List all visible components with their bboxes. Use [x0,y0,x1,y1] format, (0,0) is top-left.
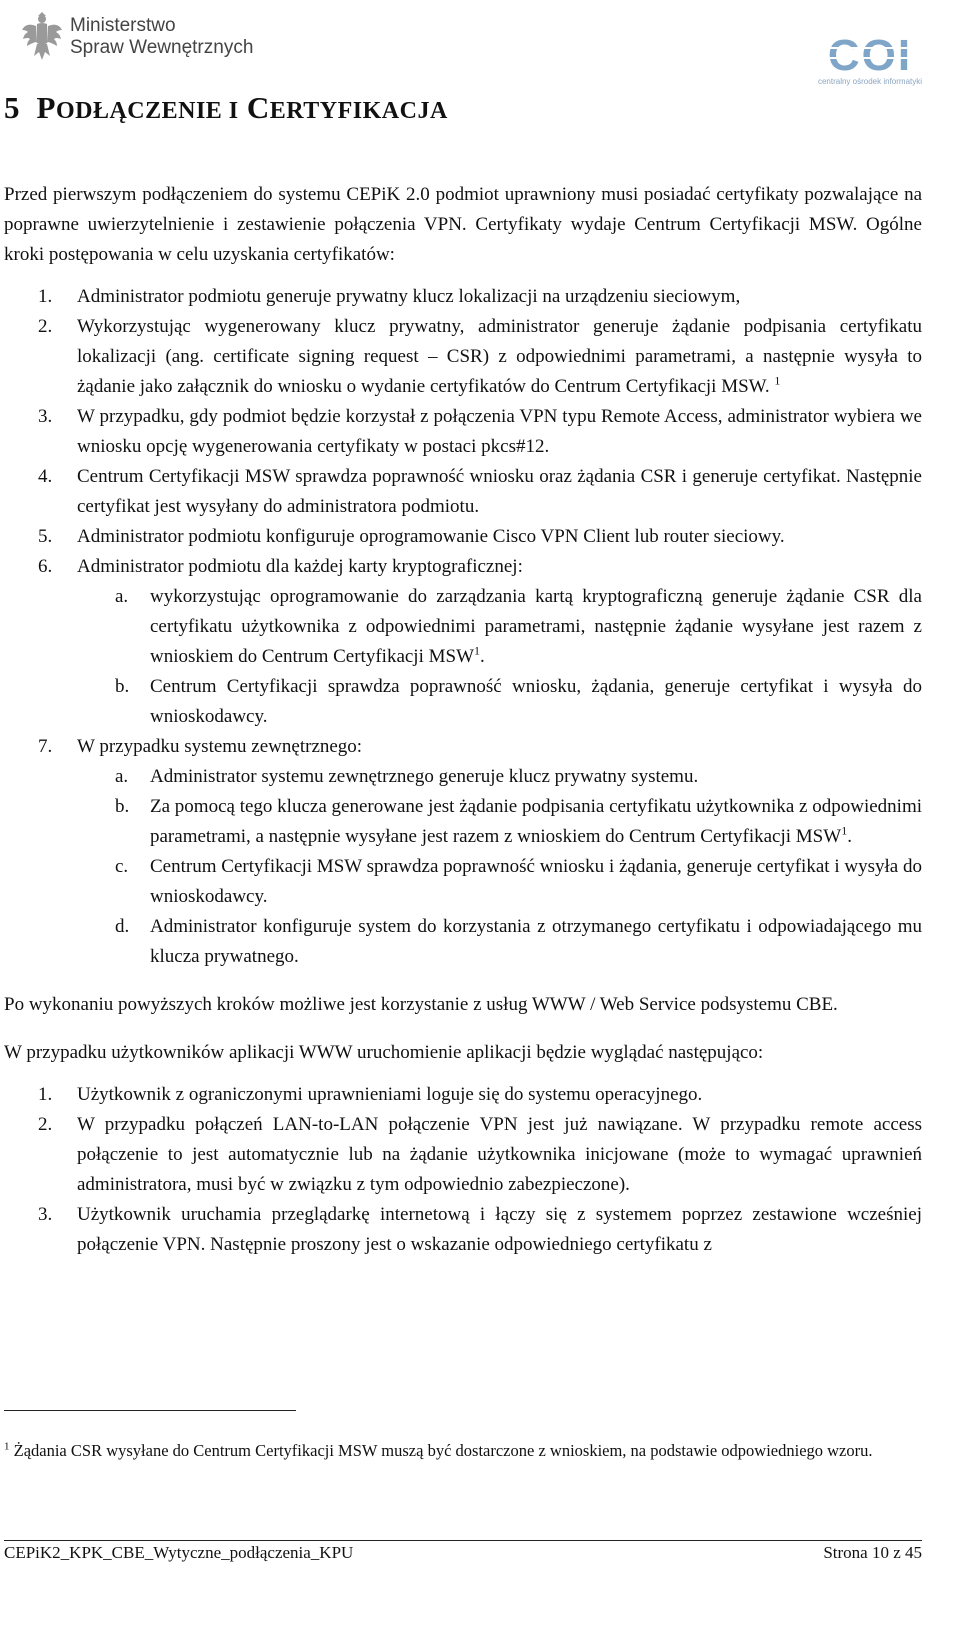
list-marker: a. [115,586,129,607]
list-item-text: Administrator systemu zewnętrznego generuje klucz prywatny systemu. [150,766,699,787]
list-item-text: Wykorzystując wygenerowany klucz prywatny, administrator generuje żądanie podpisania certyfikatu lokalizacji (ang. certificate signing request – CSR) z odpowiednimi parametrami, a następnie wysyła to żądanie jako załącznik do wniosku o wydanie certyfikatów do Centrum Certyfikacji MSW. [77,316,922,397]
list-marker: b. [115,676,130,697]
list-item-text: Za pomocą tego klucza generowane jest żądanie podpisania certyfikatu użytkownika z odpowiednimi parametrami, a następnie wysyłane jest razem z wnioskiem do Centrum Certyfikacji MSW [150,796,922,847]
list-item-text: Centrum Certyfikacji MSW sprawdza poprawność wniosku i żądania, generuje certyfikat i wysyła do wnioskodawcy. [150,856,922,907]
coi-logo [804,30,936,90]
title-rest-2: ERTYFIKACJA [269,98,448,124]
footer-separator [4,1540,922,1541]
sub-list [77,762,922,972]
list-item-text: W przypadku połączeń LAN-to-LAN połączenie VPN jest już nawiązane. W przypadku remote access połączenie to jest automatycznie lub na żądanie użytkownika inicjowane (może to wymagać uprawnień administratora, musi być w związku z tym odpowiednio zabezpieczone). [77,1114,922,1195]
list-item-text: W przypadku, gdy podmiot będzie korzystał z połączenia VPN typu Remote Access, administrator wybiera we wniosku opcję wygenerowania certyfikaty w postaci pkcs#12. [77,406,922,457]
list-item-text: Administrator podmiotu konfiguruje oprogramowanie Cisco VPN Client lub router sieciowy. [77,526,785,547]
list-item-text: Użytkownik uruchamia przeglądarkę internetową i łączy się z systemem poprzez zestawione wcześniej połączenie VPN. Następnie proszony jest o wskazanie odpowiedniego certyfikatu z [77,1204,922,1255]
list-marker: 1. [38,286,53,307]
list-marker: c. [115,856,129,877]
list-item-text: Centrum Certyfikacji sprawdza poprawność wniosku, żądania, generuje certyfikat i wysyła do wnioskodawcy. [150,676,922,727]
list-marker: 3. [38,1204,53,1225]
list-item [4,1080,922,1110]
ministry-name [70,15,253,59]
list-marker: 3. [38,406,53,427]
list-item-text: Administrator podmiotu dla każdej karty kryptograficznej: [77,556,523,577]
list-marker: b. [115,796,130,817]
list-item-text: Administrator konfiguruje system do korzystania z otrzymanego certyfikatu i odpowiadającego mu klucza prywatnego. [150,916,922,967]
www-intro-paragraph: W przypadku użytkowników aplikacji WWW uruchomienie aplikacji będzie wyglądać następująco: [4,1042,764,1063]
list-item-text: W przypadku systemu zewnętrznego: [77,736,363,757]
list-marker: 2. [38,316,53,337]
section-number: 5 [4,90,20,125]
title-initial-2: C [246,90,270,125]
list-item [4,522,922,552]
eagle-emblem-icon [20,12,64,62]
coi-subtitle: centralny ośrodek informatyki [817,77,923,86]
sub-list-item [77,852,922,912]
list-item [4,732,922,972]
list-marker: 5. [38,526,53,547]
list-item-text: Użytkownik z ograniczonymi uprawnieniami loguje się do systemu operacyjnego. [77,1084,703,1105]
title-rest-1: ODŁĄCZENIE I [55,98,239,124]
list-item-tail: . [480,646,485,667]
document-body [4,180,922,1274]
list-item [4,402,922,462]
footer-page-number: Strona 10 z 45 [823,1543,922,1562]
list-item-text: Administrator podmiotu generuje prywatny klucz lokalizacji na urządzeniu sieciowym, [77,286,741,307]
list-item [4,552,922,732]
section-title [4,88,448,131]
ministry-name-line2: Spraw Wewnętrznych [70,37,254,58]
after-steps-paragraph: Po wykonaniu powyższych kroków możliwe jest korzystanie z usług WWW / Web Service podsystemu CBE. [4,994,838,1015]
coi-logo-text: COI [827,31,913,80]
footnote-reference[interactable]: 1 [474,643,481,658]
list-item-text: wykorzystując oprogramowanie do zarządzania kartą kryptograficzną generuje żądanie CSR dla certyfikatu użytkownika z odpowiednimi parametrami, następnie żądanie wysyłane jest razem z wnioskiem do Centrum Certyfikacji MSW [150,586,922,667]
footnote-number: 1 [4,1440,10,1453]
title-initial-1: P [36,90,56,125]
list-marker: 7. [38,736,53,757]
www-steps-list [4,1080,922,1260]
ministry-logo [20,12,253,62]
list-item [4,462,922,522]
footnote-reference[interactable]: 1 [774,373,781,388]
footnote-text: Żądania CSR wysyłane do Centrum Certyfikacji MSW muszą być dostarczone z wnioskiem, na podstawie odpowiedniego wzoru. [13,1441,873,1460]
ministry-name-line1: Ministerstwo [70,15,176,36]
list-marker: 2. [38,1114,53,1135]
sub-list-item [77,792,922,852]
list-item-text: Centrum Certyfikacji MSW sprawdza poprawność wniosku oraz żądania CSR i generuje certyfikat. Następnie certyfikat jest wysyłany do administratora podmiotu. [77,466,922,517]
footer-document-name: CEPiK2_KPK_CBE_Wytyczne_podłączenia_KPU [4,1543,354,1562]
sub-list-item [77,672,922,732]
list-marker: 6. [38,556,53,577]
intro-paragraph: Przed pierwszym podłączeniem do systemu CEPiK 2.0 podmiot uprawniony musi posiadać certyfikaty pozwalające na poprawne uwierzytelnienie i zestawienie połączenia VPN. Certyfikaty wydaje Centrum Certyfikacji MSW. Ogólne kroki postępowania w celu uzyskania certyfikatów: [4,184,922,265]
list-item-tail: . [847,826,852,847]
list-item [4,282,922,312]
sub-list [77,582,922,732]
footnote-reference[interactable]: 1 [841,823,848,838]
list-item [4,1110,922,1200]
footnote [4,1438,922,1464]
list-marker: a. [115,766,129,787]
list-marker: 4. [38,466,53,487]
list-item [4,312,922,402]
footnote-separator [4,1410,296,1411]
list-marker: d. [115,916,130,937]
sub-list-item [77,582,922,672]
certificate-steps-list [4,282,922,972]
list-marker: 1. [38,1084,53,1105]
list-item [4,1200,922,1260]
sub-list-item [77,912,922,972]
sub-list-item [77,762,922,792]
